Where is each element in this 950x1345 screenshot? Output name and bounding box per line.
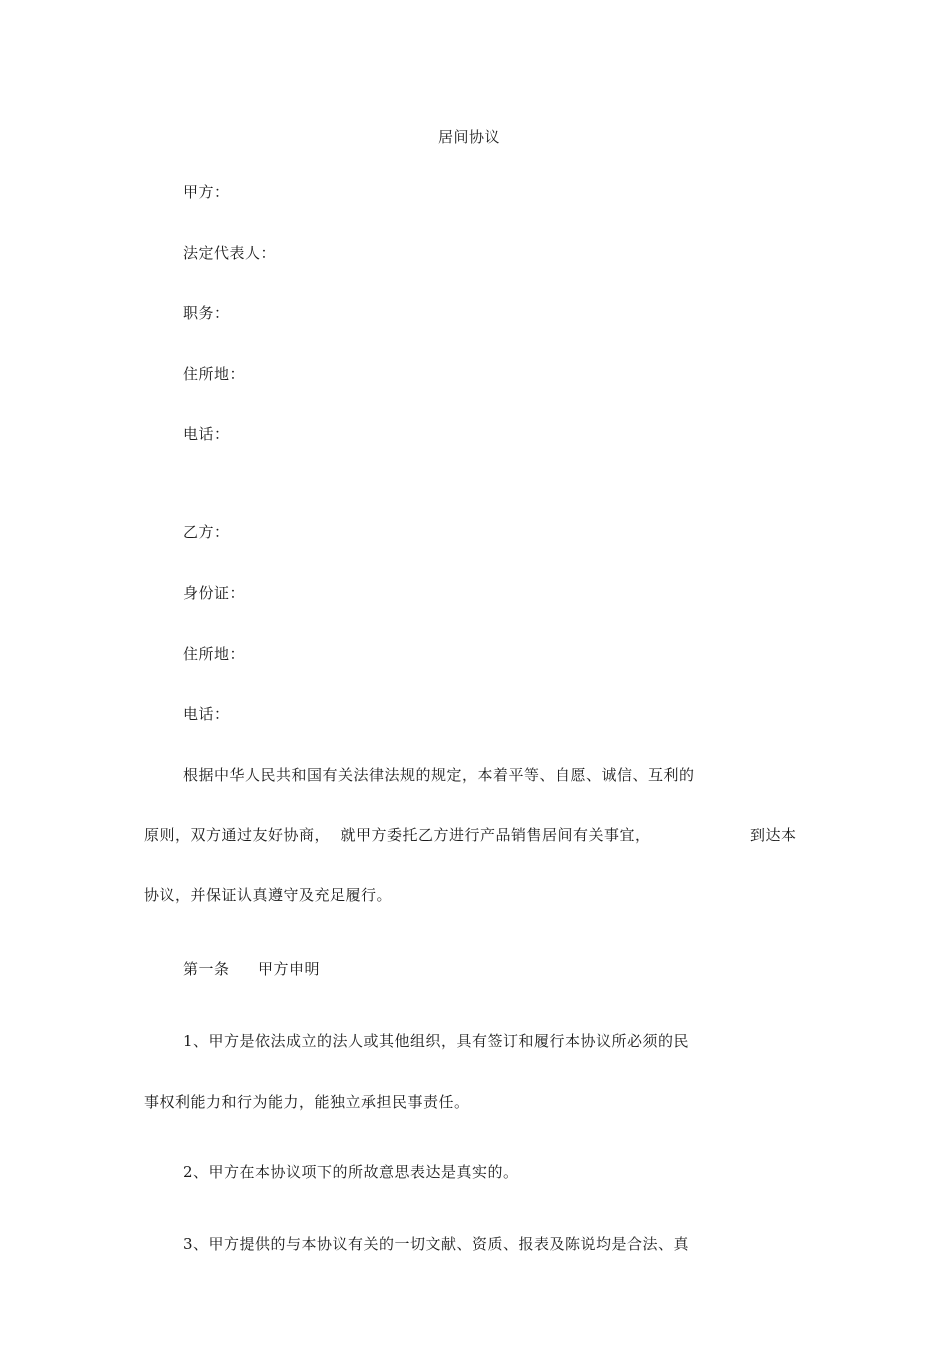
party-b-id-label: 身份证： — [183, 584, 246, 602]
party-a-address-label: 住所地： — [183, 365, 246, 383]
preamble-line-3: 协议，并保证认真遵守及充足履行。 — [144, 886, 393, 904]
article-1-item-1-line-2: 事权利能力和行为能力，能独立承担民事责任。 — [144, 1093, 470, 1111]
preamble-line-2-tail: 到达本 — [750, 826, 797, 844]
party-a-position-label: 职务： — [183, 304, 230, 322]
party-b-address-label: 住所地： — [183, 645, 246, 663]
article-1-item-3-line-1: 3、甲方提供的与本协议有关的一切文献、资质、报表及陈说均是合法、真 — [183, 1235, 690, 1253]
article-1-number: 第一条 — [183, 960, 230, 978]
party-a-phone-label: 电话： — [183, 425, 230, 443]
document-title: 居间协议 — [438, 128, 501, 146]
party-a-legal-rep-label: 法定代表人： — [183, 244, 277, 262]
party-b-label: 乙方： — [183, 523, 230, 541]
preamble-line-2: 原则，双方通过友好协商， 就甲方委托乙方进行产品销售居间有关事宜， — [144, 826, 651, 844]
party-b-phone-label: 电话： — [183, 705, 230, 723]
party-a-label: 甲方： — [183, 183, 230, 201]
article-1-item-1-line-1: 1、甲方是依法成立的法人或其他组织，具有签订和履行本协议所必须的民 — [183, 1032, 690, 1050]
article-1-item-2: 2、甲方在本协议项下的所故意思表达是真实的。 — [183, 1163, 519, 1181]
article-1-title: 甲方申明 — [258, 960, 321, 978]
preamble-line-1: 根据中华人民共和国有关法律法规的规定，本着平等、自愿、诚信、互利的 — [183, 766, 695, 784]
